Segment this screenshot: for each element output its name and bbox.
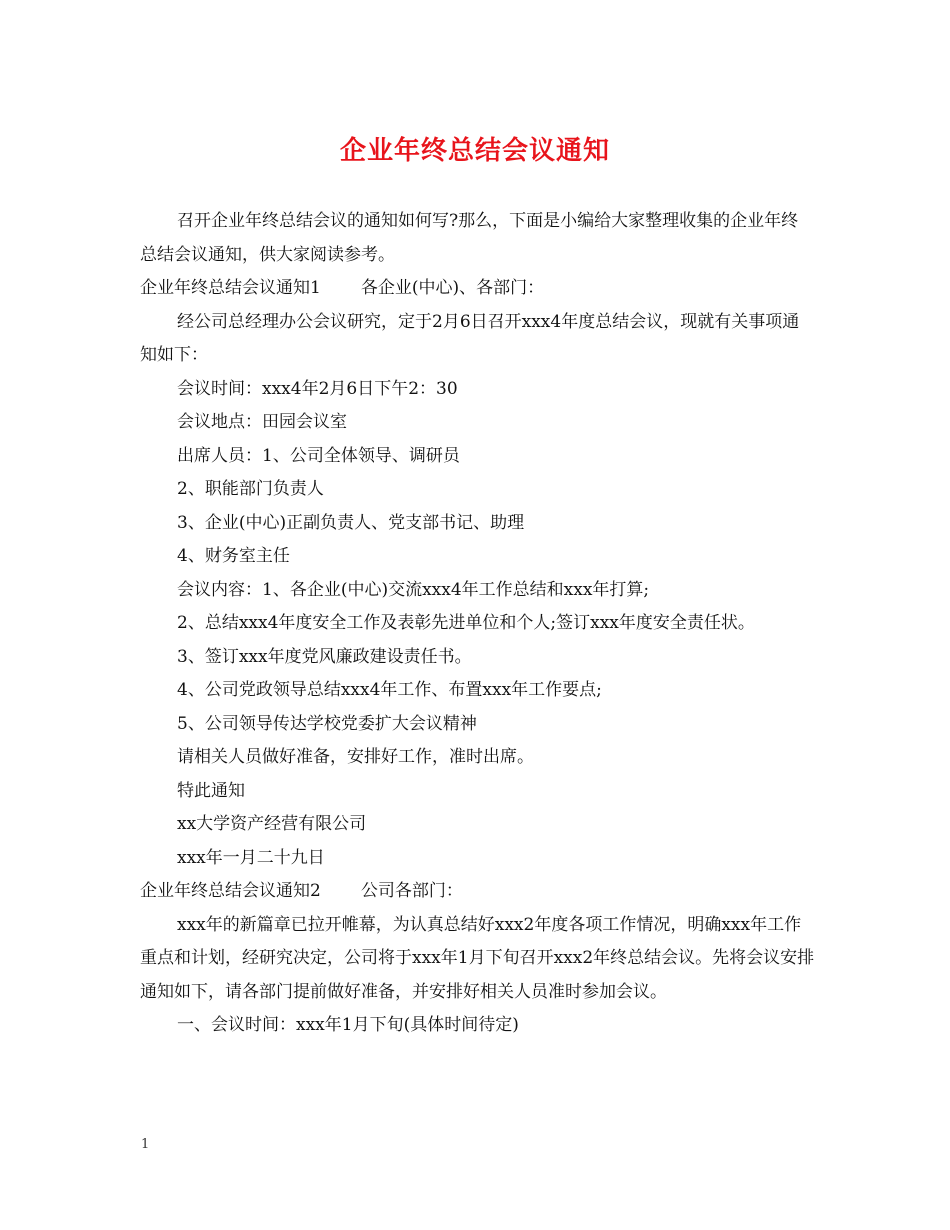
date-line: xxx年一月二十九日 [177, 847, 325, 868]
request-line: 请相关人员做好准备，安排好工作，准时出席。 [177, 747, 534, 767]
notice1-addressee: 各企业(中心)、各部门： [360, 278, 545, 298]
notice1-heading-line [140, 272, 815, 306]
attendees-line-4: 4、财务室主任 [177, 546, 290, 566]
attendees-line-3: 3、企业(中心)正副负责人、党支部书记、助理 [177, 512, 525, 533]
notice2-paragraph: xxx年的新篇章已拉开帷幕，为认真总结好xxx2年度各项工作情况，明确xxx年工作重点和计划，经研究决定，公司将于xxx年1月下旬召开xxx2年终总结会议。先将会议安排通知如下，请各部门提前做好准备，并安排好相关人员准时参加会议。 [140, 914, 815, 1002]
content-line-4: 4、公司党政领导总结xxx4年工作、布置xxx年工作要点; [177, 680, 602, 700]
content-line-3: 3、签订xxx年度党风廉政建设责任书。 [177, 646, 472, 667]
attendees-line-2: 2、职能部门负责人 [177, 479, 324, 499]
notice1-paragraph: 经公司总经理办公会议研究，定于2月6日召开xxx4年度总结会议，现就有关事项通知如下： [140, 311, 800, 365]
notice2-addressee: 公司各部门： [360, 881, 463, 901]
notice2-heading: 企业年终总结会议通知2 [140, 881, 321, 901]
meeting-place: 会议地点：田园会议室 [177, 412, 347, 432]
content-line-2: 2、总结xxx4年度安全工作及表彰先进单位和个人;签订xxx年度安全责任状。 [177, 613, 755, 633]
content-line-5: 5、公司领导传达学校党委扩大会议精神 [177, 713, 477, 734]
signer-line: xx大学资产经营有限公司 [177, 814, 367, 834]
intro-paragraph: 召开企业年终总结会议的通知如何写?那么，下面是小编给大家整理收集的企业年终总结会议通知，供大家阅读参考。 [140, 211, 799, 265]
content-line-1: 会议内容：1、各企业(中心)交流xxx4年工作总结和xxx年打算; [177, 579, 650, 600]
closing-line: 特此通知 [177, 780, 245, 801]
notice2-item-1: 一、会议时间：xxx年1月下旬(具体时间待定) [177, 1015, 519, 1035]
meeting-time: 会议时间：xxx4年2月6日下午2：30 [177, 378, 458, 399]
attendees-line-1: 出席人员：1、公司全体领导、调研员 [177, 445, 460, 466]
page-number: 1 [141, 1137, 150, 1152]
notice1-heading: 企业年终总结会议通知1 [140, 278, 321, 298]
notice2-heading-line [140, 875, 815, 909]
document-body [140, 205, 815, 1043]
document-title: 企业年终总结会议通知 [339, 136, 610, 166]
